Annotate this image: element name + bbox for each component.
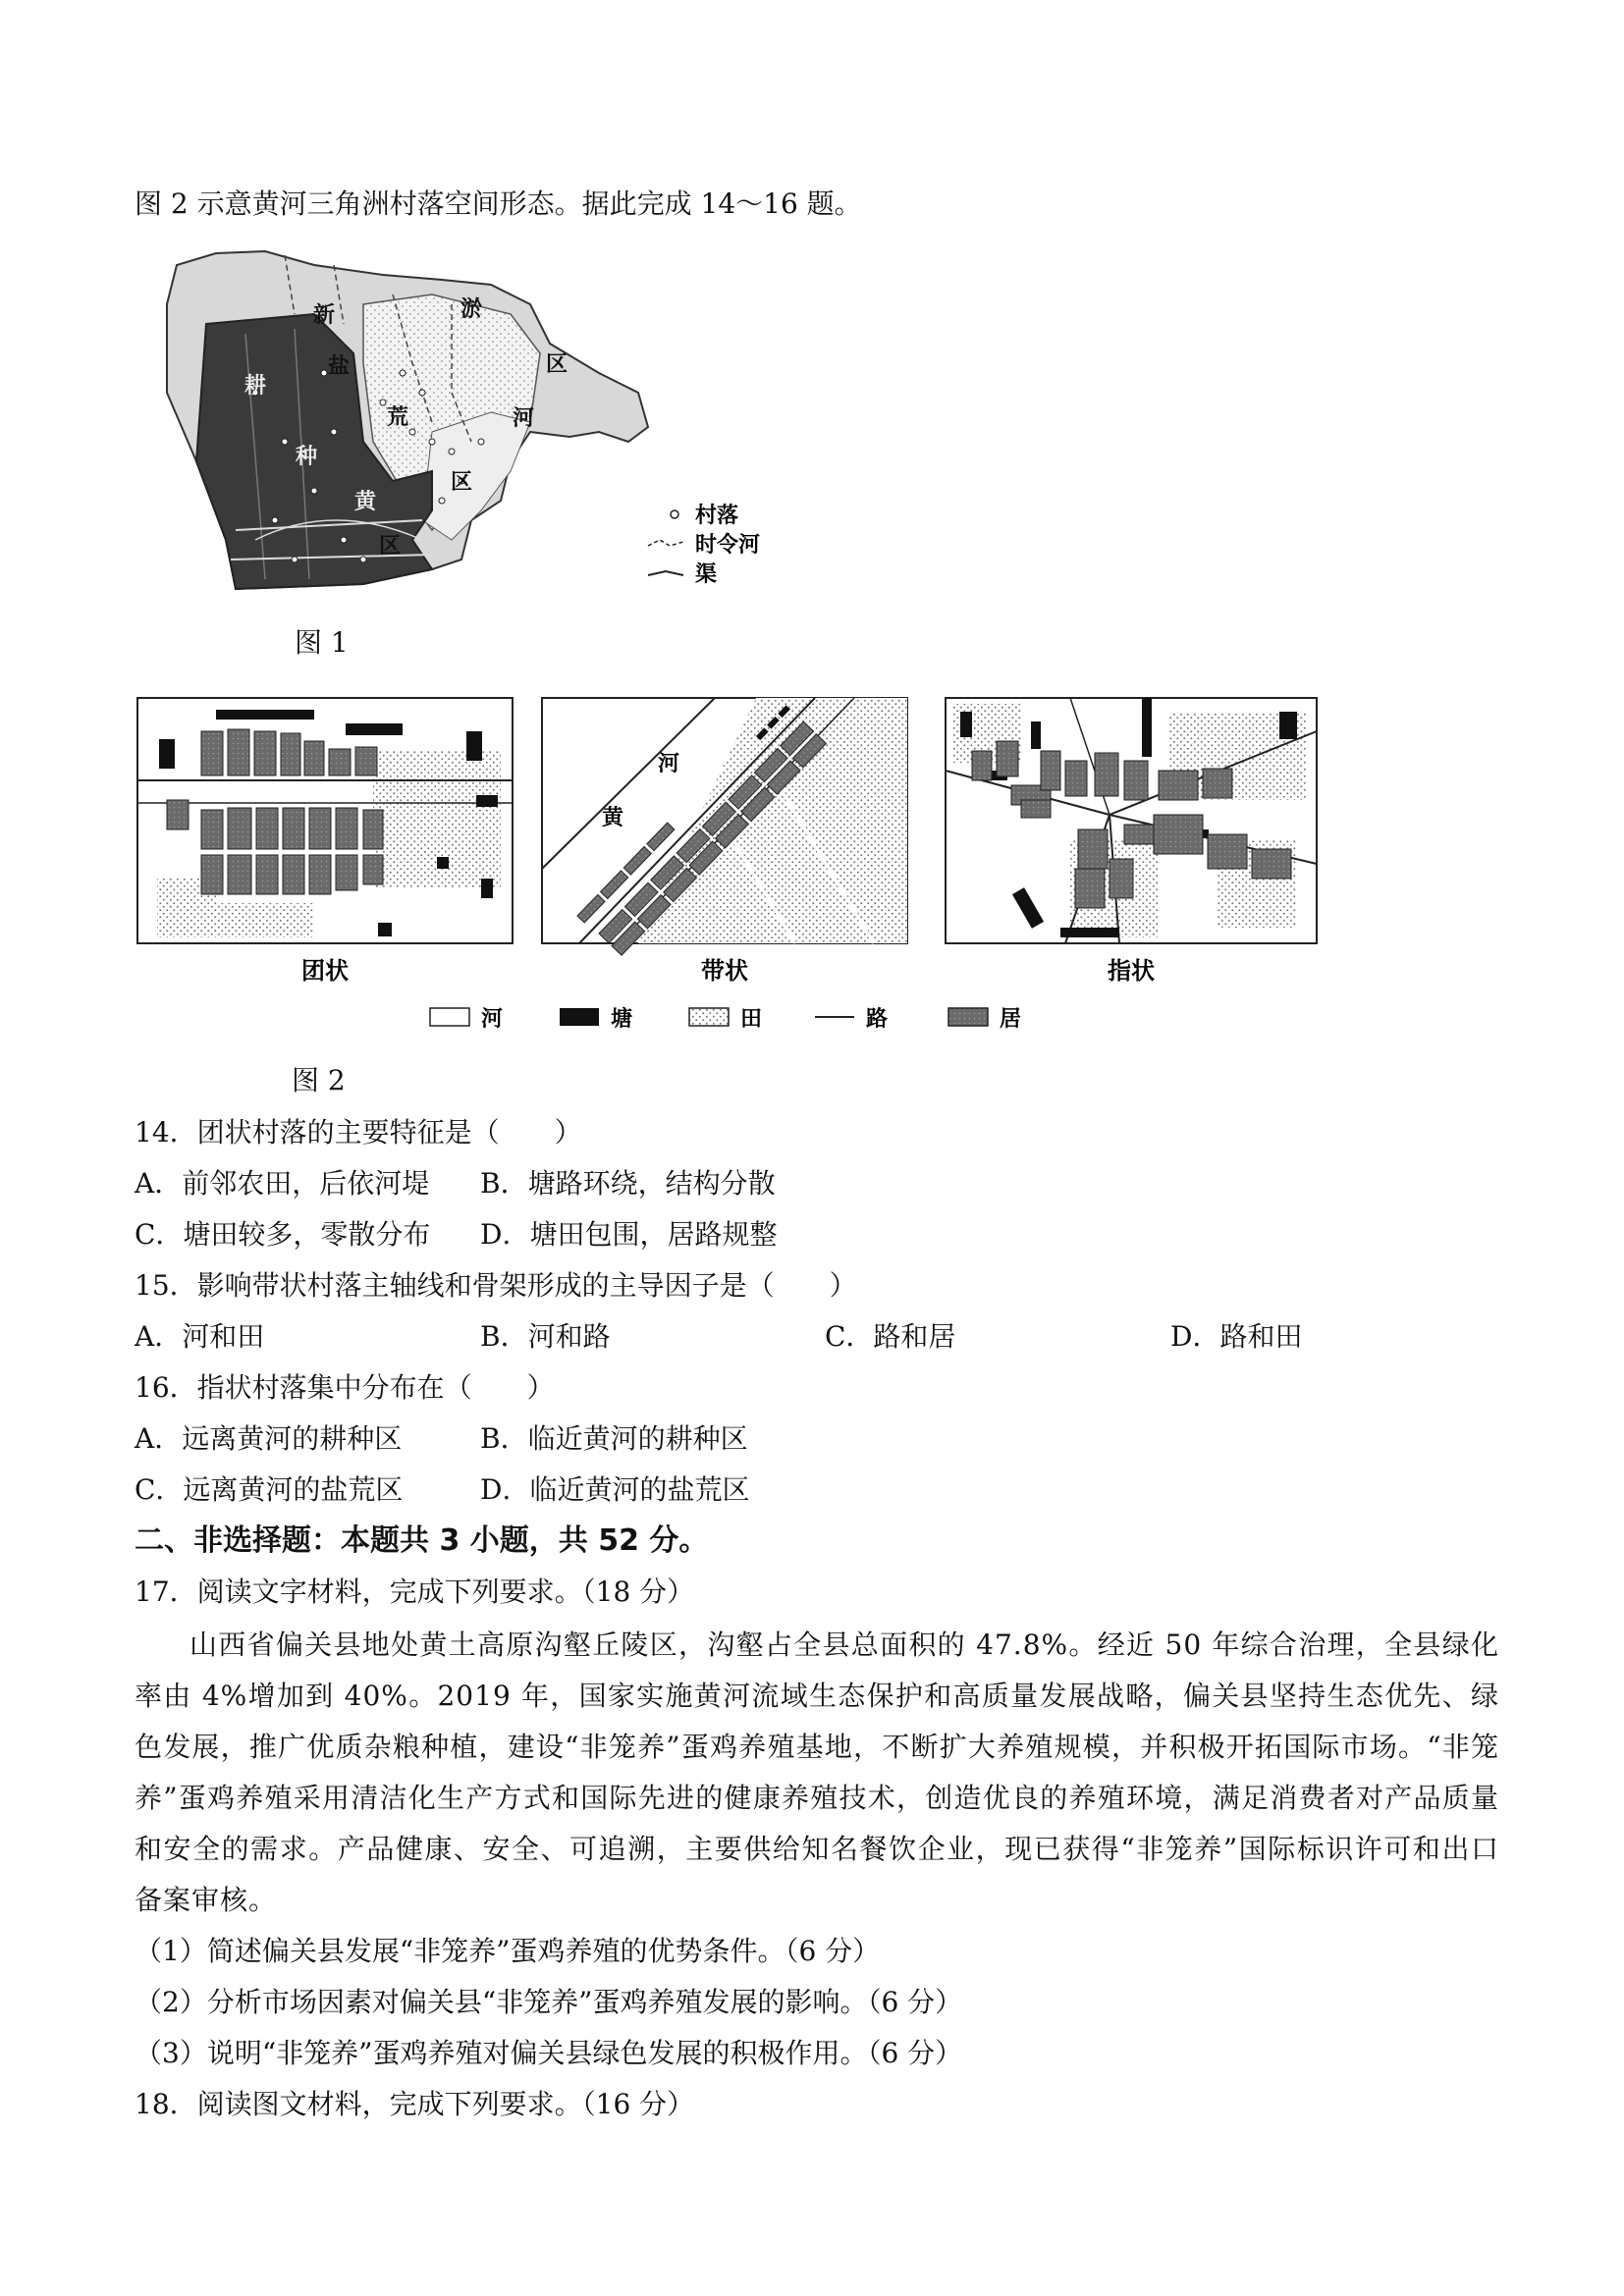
legend-seasonal-river-icon — [648, 540, 683, 546]
q15-option-d[interactable]: D．路和田 — [1170, 1320, 1303, 1353]
legend-pond: 塘 — [611, 1007, 633, 1032]
map-label-he: 河 — [512, 406, 535, 431]
q17-sub-2: （2）分析市场因素对偏关县“非笼养”蛋鸡养殖发展的影响。（6 分） — [135, 1986, 963, 2018]
panel-title-cluster: 团状 — [301, 957, 349, 985]
q15-option-c[interactable]: C．路和居 — [825, 1320, 956, 1353]
map-label-qu-3: 区 — [378, 534, 402, 559]
legend-seasonal-river: 时令河 — [695, 533, 761, 558]
q16-option-a[interactable]: A．远离黄河的耕种区 — [135, 1422, 403, 1455]
q14-option-b[interactable]: B．塘路环绕，结构分散 — [480, 1167, 776, 1200]
legend-field-swatch — [689, 1008, 729, 1026]
legend-village: 村落 — [695, 504, 739, 528]
q15-option-b[interactable]: B．河和路 — [480, 1320, 611, 1353]
legend-road: 路 — [866, 1007, 889, 1032]
q15-option-a[interactable]: A．河和田 — [135, 1320, 265, 1353]
q17-sub-3: （3）说明“非笼养”蛋鸡养殖对偏关县绿色发展的积极作用。（6 分） — [135, 2037, 963, 2069]
panel-band — [542, 698, 907, 955]
figure-2-caption: 图 2 — [292, 1064, 346, 1096]
map-label-geng: 耕 — [244, 374, 267, 399]
q16-stem: 16．指状村落集中分布在（ ） — [135, 1371, 555, 1404]
section-2-heading: 二、非选择题：本题共 3 小题，共 52 分。 — [135, 1523, 709, 1558]
legend-river-swatch — [430, 1008, 469, 1026]
q14-option-a[interactable]: A．前邻农田，后依河堤 — [135, 1167, 430, 1200]
map-label-xin: 新 — [312, 303, 336, 328]
legend-village-icon — [671, 510, 678, 518]
q16-option-c[interactable]: C．远离黄河的盐荒区 — [135, 1473, 404, 1506]
panel-title-band: 带状 — [701, 957, 748, 985]
legend-residence: 居 — [1000, 1007, 1022, 1032]
map-label-yu: 淤 — [460, 297, 483, 322]
legend-residence-swatch — [948, 1008, 988, 1026]
figure-2-village-forms — [128, 692, 1335, 1045]
figure-1-map — [137, 245, 785, 599]
q17-stem: 17．阅读文字材料，完成下列要求。（18 分） — [135, 1575, 695, 1608]
legend-canal-icon — [648, 571, 683, 575]
map-label-huang: 黄 — [353, 490, 377, 514]
panel-finger — [946, 698, 1317, 943]
map-label-yan: 盐 — [327, 354, 351, 379]
panel-title-finger: 指状 — [1108, 957, 1155, 985]
map-label-huang-barren: 荒 — [386, 405, 409, 430]
legend-river: 河 — [481, 1007, 504, 1032]
q17-sub-1: （1）简述偏关县发展“非笼养”蛋鸡养殖的优势条件。（6 分） — [135, 1935, 881, 1967]
q15-stem: 15．影响带状村落主轴线和骨架形成的主导因子是（ ） — [135, 1269, 857, 1302]
map-label-qu-1: 区 — [545, 352, 568, 377]
q16-option-d[interactable]: D．临近黄河的盐荒区 — [480, 1473, 750, 1506]
legend-canal: 渠 — [695, 562, 718, 587]
q14-stem: 14．团状村落的主要特征是（ ） — [135, 1116, 582, 1148]
map-label-qu-2: 区 — [450, 470, 473, 495]
q17-material: 山西省偏关县地处黄土高原沟壑丘陵区，沟壑占全县总面积的 47.8%。经近 50 年综合治理，全县绿化率由 4%增加到 40%。2019 年，国家实施黄河流域生态保护和高质量发展战略，偏关县坚持生态优先、绿色发展，推广优质杂粮种植，建设“非笼养”蛋鸡养殖基地，不断扩大养殖规模，并积极开拓国际市场。“非笼养”蛋鸡养殖采用清洁化生产方式和国际先进的健康养殖技术，创造优良的养殖环境，满足消费者对产品质量和安全的需求。产品健康、安全、可追溯，主要供给知名餐饮企业，现已获得“非笼养”国际标识许可和出口备案审核。 — [135, 1629, 1499, 1916]
q16-option-b[interactable]: B．临近黄河的耕种区 — [480, 1422, 748, 1455]
q14-option-c[interactable]: C．塘田较多，零散分布 — [135, 1218, 431, 1251]
q14-option-d[interactable]: D．塘田包围，居路规整 — [480, 1218, 778, 1251]
figure-1-caption: 图 1 — [295, 626, 349, 659]
q18-stem: 18．阅读图文材料，完成下列要求。（16 分） — [135, 2088, 695, 2120]
band-label-huang: 黄 — [602, 806, 624, 830]
legend-field: 田 — [740, 1007, 763, 1032]
intro-text: 图 2 示意黄河三角洲村落空间形态。据此完成 14～16 题。 — [135, 187, 862, 220]
legend-pond-swatch — [560, 1008, 599, 1026]
map-label-zhong: 种 — [295, 445, 318, 469]
band-label-he: 河 — [658, 752, 680, 776]
panel-cluster — [137, 698, 513, 943]
